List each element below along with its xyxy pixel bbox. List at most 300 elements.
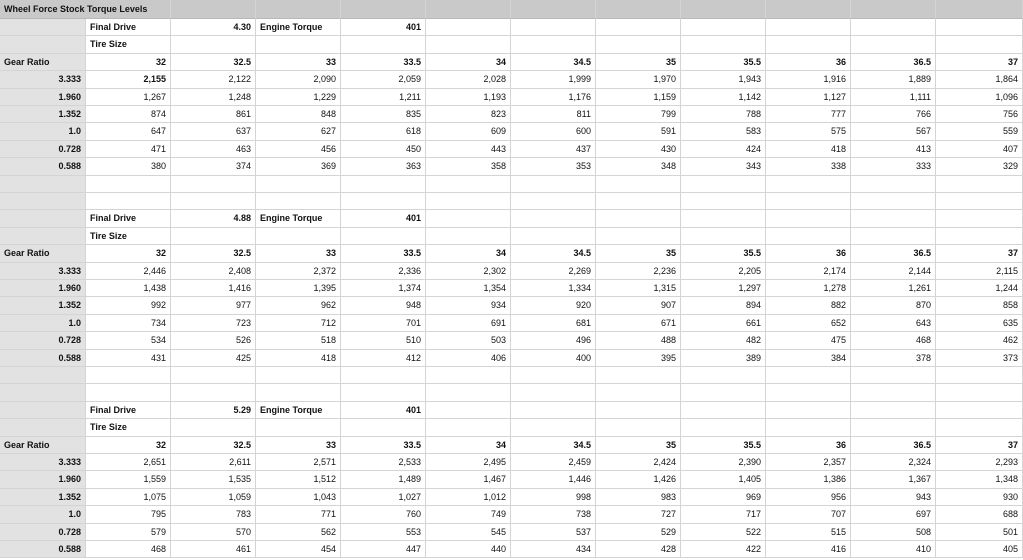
torque-value-cell[interactable]: 969 [681,489,766,506]
torque-value-cell[interactable]: 647 [86,123,171,140]
torque-value-cell[interactable]: 799 [596,106,681,123]
torque-value-cell[interactable]: 934 [426,297,511,314]
final-drive-value[interactable]: 4.30 [171,19,256,36]
torque-value-cell[interactable]: 1,244 [936,280,1023,297]
torque-value-cell[interactable]: 600 [511,123,596,140]
torque-value-cell[interactable]: 2,357 [766,454,851,471]
torque-value-cell[interactable]: 1,395 [256,280,341,297]
empty-cell[interactable] [936,419,1023,436]
empty-cell[interactable] [681,176,766,193]
torque-value-cell[interactable]: 488 [596,332,681,349]
torque-value-cell[interactable]: 482 [681,332,766,349]
engine-torque-value[interactable]: 401 [341,19,426,36]
torque-value-cell[interactable]: 2,336 [341,263,426,280]
torque-value-cell[interactable]: 447 [341,541,426,558]
torque-value-cell[interactable]: 583 [681,123,766,140]
tire-size-label[interactable]: Tire Size [86,36,171,53]
torque-value-cell[interactable]: 637 [171,123,256,140]
empty-cell[interactable] [681,210,766,227]
torque-value-cell[interactable]: 766 [851,106,936,123]
engine-torque-value[interactable]: 401 [341,402,426,419]
torque-value-cell[interactable]: 1,999 [511,71,596,88]
empty-cell[interactable] [426,210,511,227]
torque-value-cell[interactable]: 835 [341,106,426,123]
torque-value-cell[interactable]: 609 [426,123,511,140]
torque-value-cell[interactable]: 440 [426,541,511,558]
tire-size-header[interactable]: 35 [596,245,681,262]
empty-cell[interactable] [851,36,936,53]
empty-cell[interactable] [86,176,171,193]
gear-ratio-header[interactable]: Gear Ratio [0,437,86,454]
torque-value-cell[interactable]: 2,446 [86,263,171,280]
torque-value-cell[interactable]: 406 [426,350,511,367]
torque-value-cell[interactable]: 956 [766,489,851,506]
torque-value-cell[interactable]: 1,229 [256,89,341,106]
gear-ratio-cell[interactable]: 1.352 [0,489,86,506]
tire-size-header[interactable]: 32 [86,437,171,454]
empty-cell[interactable] [256,419,341,436]
torque-value-cell[interactable]: 2,324 [851,454,936,471]
empty-cell[interactable] [171,193,256,210]
torque-value-cell[interactable]: 1,467 [426,471,511,488]
tire-size-header[interactable]: 32.5 [171,54,256,71]
empty-cell[interactable] [936,210,1023,227]
empty-cell[interactable] [426,402,511,419]
torque-value-cell[interactable]: 508 [851,524,936,541]
torque-value-cell[interactable]: 443 [426,141,511,158]
tire-size-header[interactable]: 36.5 [851,54,936,71]
torque-value-cell[interactable]: 1,012 [426,489,511,506]
torque-value-cell[interactable]: 1,278 [766,280,851,297]
torque-value-cell[interactable]: 992 [86,297,171,314]
empty-cell[interactable] [766,0,851,19]
empty-cell[interactable] [511,228,596,245]
torque-value-cell[interactable]: 418 [256,350,341,367]
empty-cell[interactable] [851,19,936,36]
torque-value-cell[interactable]: 575 [766,123,851,140]
torque-value-cell[interactable]: 1,111 [851,89,936,106]
empty-cell[interactable] [936,36,1023,53]
torque-value-cell[interactable]: 691 [426,315,511,332]
torque-value-cell[interactable]: 570 [171,524,256,541]
torque-value-cell[interactable]: 422 [681,541,766,558]
torque-value-cell[interactable]: 363 [341,158,426,175]
torque-value-cell[interactable]: 518 [256,332,341,349]
torque-value-cell[interactable]: 1,438 [86,280,171,297]
torque-value-cell[interactable]: 671 [596,315,681,332]
torque-value-cell[interactable]: 1,889 [851,71,936,88]
torque-value-cell[interactable]: 1,334 [511,280,596,297]
torque-value-cell[interactable]: 501 [936,524,1023,541]
empty-cell[interactable] [766,19,851,36]
torque-value-cell[interactable]: 1,211 [341,89,426,106]
torque-value-cell[interactable]: 450 [341,141,426,158]
empty-cell[interactable] [851,193,936,210]
torque-value-cell[interactable]: 2,205 [681,263,766,280]
torque-value-cell[interactable]: 1,261 [851,280,936,297]
torque-value-cell[interactable]: 756 [936,106,1023,123]
torque-value-cell[interactable]: 468 [86,541,171,558]
tire-size-header[interactable]: 34 [426,437,511,454]
empty-cell[interactable] [851,419,936,436]
gear-ratio-cell[interactable]: 3.333 [0,454,86,471]
torque-value-cell[interactable]: 1,864 [936,71,1023,88]
torque-value-cell[interactable]: 1,348 [936,471,1023,488]
gear-ratio-cell[interactable]: 1.0 [0,123,86,140]
empty-cell[interactable] [596,0,681,19]
torque-value-cell[interactable]: 522 [681,524,766,541]
empty-cell[interactable] [171,176,256,193]
empty-cell[interactable] [766,402,851,419]
empty-cell[interactable] [0,367,86,384]
empty-cell[interactable] [936,384,1023,401]
empty-cell[interactable] [256,367,341,384]
torque-value-cell[interactable]: 788 [681,106,766,123]
tire-size-header[interactable]: 37 [936,54,1023,71]
empty-cell[interactable] [511,210,596,227]
tire-size-header[interactable]: 34 [426,54,511,71]
tire-size-header[interactable]: 36.5 [851,437,936,454]
empty-cell[interactable] [596,210,681,227]
torque-value-cell[interactable]: 1,297 [681,280,766,297]
tire-size-header[interactable]: 32 [86,54,171,71]
torque-value-cell[interactable]: 2,533 [341,454,426,471]
gear-ratio-cell[interactable]: 0.728 [0,141,86,158]
empty-cell[interactable] [766,193,851,210]
empty-cell[interactable] [426,193,511,210]
torque-value-cell[interactable]: 1,159 [596,89,681,106]
tire-size-header[interactable]: 35.5 [681,245,766,262]
torque-value-cell[interactable]: 1,405 [681,471,766,488]
empty-cell[interactable] [936,0,1023,19]
torque-value-cell[interactable]: 874 [86,106,171,123]
torque-value-cell[interactable]: 2,115 [936,263,1023,280]
torque-value-cell[interactable]: 977 [171,297,256,314]
empty-cell[interactable] [341,367,426,384]
torque-value-cell[interactable]: 456 [256,141,341,158]
empty-cell[interactable] [936,176,1023,193]
gear-ratio-cell[interactable]: 0.588 [0,158,86,175]
empty-cell[interactable] [681,367,766,384]
torque-value-cell[interactable]: 430 [596,141,681,158]
empty-cell[interactable] [511,384,596,401]
empty-cell[interactable] [851,0,936,19]
torque-value-cell[interactable]: 1,248 [171,89,256,106]
torque-value-cell[interactable]: 2,293 [936,454,1023,471]
torque-value-cell[interactable]: 2,651 [86,454,171,471]
torque-value-cell[interactable]: 661 [681,315,766,332]
torque-value-cell[interactable]: 425 [171,350,256,367]
empty-cell[interactable] [0,19,86,36]
torque-value-cell[interactable]: 2,059 [341,71,426,88]
tire-size-header[interactable]: 35.5 [681,54,766,71]
empty-cell[interactable] [936,193,1023,210]
torque-value-cell[interactable]: 545 [426,524,511,541]
gear-ratio-cell[interactable]: 3.333 [0,71,86,88]
empty-cell[interactable] [681,0,766,19]
empty-cell[interactable] [341,193,426,210]
torque-value-cell[interactable]: 1,535 [171,471,256,488]
torque-value-cell[interactable]: 1,367 [851,471,936,488]
tire-size-header[interactable]: 34.5 [511,54,596,71]
empty-cell[interactable] [766,384,851,401]
torque-value-cell[interactable]: 717 [681,506,766,523]
torque-value-cell[interactable]: 943 [851,489,936,506]
torque-value-cell[interactable]: 1,075 [86,489,171,506]
torque-value-cell[interactable]: 338 [766,158,851,175]
gear-ratio-cell[interactable]: 1.352 [0,106,86,123]
empty-cell[interactable] [511,367,596,384]
empty-cell[interactable] [511,402,596,419]
torque-value-cell[interactable]: 434 [511,541,596,558]
torque-value-cell[interactable]: 2,144 [851,263,936,280]
empty-cell[interactable] [596,193,681,210]
empty-cell[interactable] [426,228,511,245]
torque-value-cell[interactable]: 562 [256,524,341,541]
torque-value-cell[interactable]: 962 [256,297,341,314]
torque-value-cell[interactable]: 2,174 [766,263,851,280]
torque-value-cell[interactable]: 437 [511,141,596,158]
empty-cell[interactable] [256,384,341,401]
empty-cell[interactable] [0,210,86,227]
torque-value-cell[interactable]: 475 [766,332,851,349]
empty-cell[interactable] [426,0,511,19]
torque-value-cell[interactable]: 526 [171,332,256,349]
empty-cell[interactable] [851,176,936,193]
gear-ratio-cell[interactable]: 1.960 [0,471,86,488]
empty-cell[interactable] [936,228,1023,245]
torque-value-cell[interactable]: 510 [341,332,426,349]
tire-size-header[interactable]: 33 [256,54,341,71]
torque-value-cell[interactable]: 389 [681,350,766,367]
torque-value-cell[interactable]: 343 [681,158,766,175]
empty-cell[interactable] [681,402,766,419]
empty-cell[interactable] [426,367,511,384]
torque-value-cell[interactable]: 795 [86,506,171,523]
empty-cell[interactable] [86,193,171,210]
torque-value-cell[interactable]: 462 [936,332,1023,349]
torque-value-cell[interactable]: 496 [511,332,596,349]
tire-size-header[interactable]: 34 [426,245,511,262]
torque-value-cell[interactable]: 454 [256,541,341,558]
torque-value-cell[interactable]: 948 [341,297,426,314]
engine-torque-label[interactable]: Engine Torque [256,210,341,227]
torque-value-cell[interactable]: 1,374 [341,280,426,297]
torque-value-cell[interactable]: 413 [851,141,936,158]
empty-cell[interactable] [426,19,511,36]
torque-value-cell[interactable]: 471 [86,141,171,158]
torque-value-cell[interactable]: 1,970 [596,71,681,88]
empty-cell[interactable] [851,228,936,245]
empty-cell[interactable] [596,419,681,436]
torque-value-cell[interactable]: 701 [341,315,426,332]
torque-value-cell[interactable]: 723 [171,315,256,332]
empty-cell[interactable] [596,367,681,384]
empty-cell[interactable] [341,384,426,401]
torque-value-cell[interactable]: 1,426 [596,471,681,488]
torque-value-cell[interactable]: 373 [936,350,1023,367]
torque-value-cell[interactable]: 400 [511,350,596,367]
tire-size-header[interactable]: 35 [596,437,681,454]
torque-value-cell[interactable]: 2,302 [426,263,511,280]
torque-value-cell[interactable]: 412 [341,350,426,367]
torque-value-cell[interactable]: 688 [936,506,1023,523]
empty-cell[interactable] [596,176,681,193]
gear-ratio-cell[interactable]: 1.960 [0,89,86,106]
torque-value-cell[interactable]: 2,611 [171,454,256,471]
torque-value-cell[interactable]: 1,512 [256,471,341,488]
empty-cell[interactable] [86,367,171,384]
gear-ratio-cell[interactable]: 0.728 [0,332,86,349]
torque-value-cell[interactable]: 463 [171,141,256,158]
torque-value-cell[interactable]: 405 [936,541,1023,558]
torque-value-cell[interactable]: 1,489 [341,471,426,488]
empty-cell[interactable] [0,402,86,419]
torque-value-cell[interactable]: 418 [766,141,851,158]
torque-value-cell[interactable]: 2,028 [426,71,511,88]
empty-cell[interactable] [171,0,256,19]
final-drive-label[interactable]: Final Drive [86,210,171,227]
torque-value-cell[interactable]: 760 [341,506,426,523]
tire-size-header[interactable]: 37 [936,245,1023,262]
tire-size-header[interactable]: 37 [936,437,1023,454]
engine-torque-label[interactable]: Engine Torque [256,19,341,36]
empty-cell[interactable] [511,19,596,36]
empty-cell[interactable] [341,0,426,19]
torque-value-cell[interactable]: 1,059 [171,489,256,506]
torque-value-cell[interactable]: 395 [596,350,681,367]
tire-size-header[interactable]: 33 [256,245,341,262]
empty-cell[interactable] [0,419,86,436]
torque-value-cell[interactable]: 1,027 [341,489,426,506]
torque-value-cell[interactable]: 2,390 [681,454,766,471]
empty-cell[interactable] [341,36,426,53]
gear-ratio-cell[interactable]: 1.0 [0,315,86,332]
gear-ratio-header[interactable]: Gear Ratio [0,54,86,71]
torque-value-cell[interactable]: 930 [936,489,1023,506]
empty-cell[interactable] [171,36,256,53]
torque-value-cell[interactable]: 333 [851,158,936,175]
torque-value-cell[interactable]: 2,495 [426,454,511,471]
empty-cell[interactable] [0,193,86,210]
torque-value-cell[interactable]: 707 [766,506,851,523]
empty-cell[interactable] [596,36,681,53]
empty-cell[interactable] [171,228,256,245]
empty-cell[interactable] [766,36,851,53]
final-drive-value[interactable]: 4.88 [171,210,256,227]
torque-value-cell[interactable]: 2,269 [511,263,596,280]
empty-cell[interactable] [171,384,256,401]
empty-cell[interactable] [766,419,851,436]
torque-value-cell[interactable]: 515 [766,524,851,541]
torque-value-cell[interactable]: 1,315 [596,280,681,297]
empty-cell[interactable] [171,419,256,436]
empty-cell[interactable] [426,419,511,436]
torque-value-cell[interactable]: 734 [86,315,171,332]
tire-size-label[interactable]: Tire Size [86,228,171,245]
torque-value-cell[interactable]: 529 [596,524,681,541]
torque-value-cell[interactable]: 374 [171,158,256,175]
torque-value-cell[interactable]: 559 [936,123,1023,140]
torque-value-cell[interactable]: 1,096 [936,89,1023,106]
torque-value-cell[interactable]: 848 [256,106,341,123]
torque-value-cell[interactable]: 738 [511,506,596,523]
torque-value-cell[interactable]: 2,424 [596,454,681,471]
tire-size-header[interactable]: 34.5 [511,437,596,454]
empty-cell[interactable] [0,36,86,53]
torque-value-cell[interactable]: 2,459 [511,454,596,471]
empty-cell[interactable] [0,228,86,245]
gear-ratio-cell[interactable]: 0.728 [0,524,86,541]
tire-size-header[interactable]: 33.5 [341,437,426,454]
gear-ratio-cell[interactable]: 3.333 [0,263,86,280]
torque-value-cell[interactable]: 553 [341,524,426,541]
empty-cell[interactable] [341,176,426,193]
empty-cell[interactable] [171,367,256,384]
empty-cell[interactable] [256,0,341,19]
tire-size-header[interactable]: 36.5 [851,245,936,262]
torque-value-cell[interactable]: 537 [511,524,596,541]
torque-value-cell[interactable]: 579 [86,524,171,541]
torque-value-cell[interactable]: 353 [511,158,596,175]
engine-torque-value[interactable]: 401 [341,210,426,227]
torque-value-cell[interactable]: 882 [766,297,851,314]
torque-value-cell[interactable]: 567 [851,123,936,140]
torque-value-cell[interactable]: 777 [766,106,851,123]
torque-value-cell[interactable]: 1,943 [681,71,766,88]
tire-size-header[interactable]: 36 [766,437,851,454]
empty-cell[interactable] [511,176,596,193]
final-drive-value[interactable]: 5.29 [171,402,256,419]
torque-value-cell[interactable]: 1,176 [511,89,596,106]
torque-value-cell[interactable]: 920 [511,297,596,314]
empty-cell[interactable] [766,176,851,193]
torque-value-cell[interactable]: 861 [171,106,256,123]
empty-cell[interactable] [681,228,766,245]
torque-value-cell[interactable]: 2,122 [171,71,256,88]
empty-cell[interactable] [851,210,936,227]
gear-ratio-header[interactable]: Gear Ratio [0,245,86,262]
torque-value-cell[interactable]: 384 [766,350,851,367]
torque-value-cell[interactable]: 591 [596,123,681,140]
torque-value-cell[interactable]: 416 [766,541,851,558]
empty-cell[interactable] [681,193,766,210]
torque-value-cell[interactable]: 1,127 [766,89,851,106]
torque-value-cell[interactable]: 983 [596,489,681,506]
torque-value-cell[interactable]: 1,267 [86,89,171,106]
torque-value-cell[interactable]: 2,571 [256,454,341,471]
torque-value-cell[interactable]: 643 [851,315,936,332]
torque-value-cell[interactable]: 428 [596,541,681,558]
final-drive-label[interactable]: Final Drive [86,402,171,419]
final-drive-label[interactable]: Final Drive [86,19,171,36]
empty-cell[interactable] [426,36,511,53]
empty-cell[interactable] [341,228,426,245]
empty-cell[interactable] [936,402,1023,419]
engine-torque-label[interactable]: Engine Torque [256,402,341,419]
torque-value-cell[interactable]: 1,193 [426,89,511,106]
empty-cell[interactable] [0,176,86,193]
empty-cell[interactable] [511,36,596,53]
torque-value-cell[interactable]: 771 [256,506,341,523]
empty-cell[interactable] [341,419,426,436]
empty-cell[interactable] [596,384,681,401]
empty-cell[interactable] [596,402,681,419]
torque-value-cell[interactable]: 380 [86,158,171,175]
empty-cell[interactable] [426,176,511,193]
torque-value-cell[interactable]: 2,372 [256,263,341,280]
empty-cell[interactable] [596,19,681,36]
